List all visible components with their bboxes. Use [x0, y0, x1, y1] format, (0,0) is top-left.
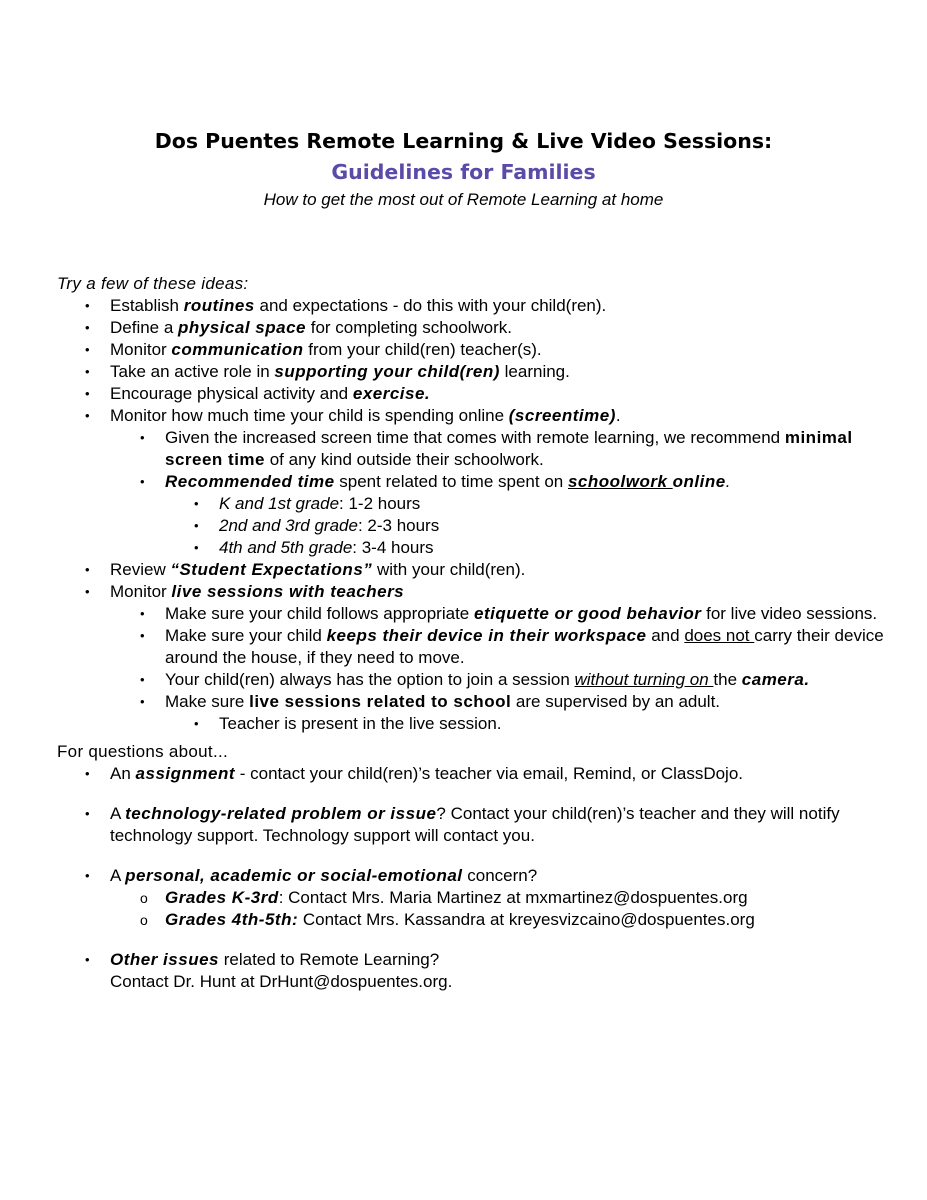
list-item-space: • Define a physical space for completing schoolwork. [85, 318, 512, 337]
list-item-routines: • Establish routines and expectations - do this with your child(ren). [85, 296, 607, 315]
page-title: Dos Puentes Remote Learning & Live Video Sessions: [154, 129, 773, 153]
page-subtitle: Guidelines for Families [331, 160, 596, 184]
bullet-icon: • [140, 606, 145, 621]
ideas-list [57, 295, 897, 735]
list-item-grade-k1: • K and 1st grade: 1-2 hours [194, 494, 421, 513]
list-item-communication: • Monitor communication from your child(ren) teacher(s). [85, 340, 542, 359]
bullet-icon: • [85, 298, 90, 313]
list-item-expectations: • Review “Student Expectations” with your child(ren). [85, 560, 526, 579]
questions-list [57, 763, 897, 993]
list-item-supporting: • Take an active role in supporting your child(ren) learning. [85, 362, 570, 381]
list-item-grade-23: • 2nd and 3rd grade: 2-3 hours [194, 516, 440, 535]
list-item-etiquette: • Make sure your child follows appropriate etiquette or good behavior for live video sessions. [140, 604, 878, 623]
bullet-icon: • [140, 474, 145, 489]
list-item-device: • Make sure your child keeps their device in their workspace and does not carry their device around the house, if they need to move. [140, 626, 884, 667]
bullet-icon: • [85, 868, 90, 883]
list-item-exercise: • Encourage physical activity and exercise. [85, 384, 431, 403]
list-item-personal: • A personal, academic or social-emotional concern? [85, 866, 538, 885]
questions-heading: For questions about... [57, 742, 229, 761]
content [57, 273, 897, 993]
page-tagline: How to get the most out of Remote Learning at home [263, 190, 664, 209]
list-item-screentime: • Monitor how much time your child is spending online (screentime). [85, 406, 621, 425]
list-item-contact-45: o Grades 4th-5th: Contact Mrs. Kassandra at kreyesvizcaino@dospuentes.org [140, 910, 755, 929]
bullet-icon: • [85, 766, 90, 781]
list-item-contact-k3: o Grades K-3rd: Contact Mrs. Maria Martinez at mxmartinez@dospuentes.org [140, 888, 748, 907]
bullet-icon: • [194, 540, 199, 555]
list-item-supervised: • Make sure live sessions related to school are supervised by an adult. [140, 692, 721, 711]
list-item-teacher-present: • Teacher is present in the live session. [194, 714, 502, 733]
circle-bullet-icon: o [140, 912, 148, 928]
list-item-live-sessions: • Monitor live sessions with teachers [85, 582, 405, 601]
bullet-icon: • [140, 694, 145, 709]
list-item-grade-45: • 4th and 5th grade: 3-4 hours [194, 538, 434, 557]
bullet-icon: • [194, 518, 199, 533]
bullet-icon: • [140, 628, 145, 643]
bullet-icon: • [85, 364, 90, 379]
bullet-icon: • [85, 386, 90, 401]
bullet-icon: • [194, 496, 199, 511]
bullet-icon: • [85, 320, 90, 335]
header [0, 126, 927, 212]
list-item-other: • Other issues related to Remote Learning? Contact Dr. Hunt at DrHunt@dospuentes.org. [85, 950, 453, 991]
list-item-recommended: • Recommended time spent related to time spent on schoolwork online. [140, 472, 731, 491]
bullet-icon: • [194, 716, 199, 731]
list-item-screen-note: • Given the increased screen time that comes with remote learning, we recommend minimal screen time of any kind outside their schoolwork. [140, 428, 853, 469]
bullet-icon: • [85, 408, 90, 423]
ideas-heading: Try a few of these ideas: [57, 274, 249, 293]
bullet-icon: • [140, 672, 145, 687]
bullet-icon: • [85, 562, 90, 577]
bullet-icon: • [85, 952, 90, 967]
bullet-icon: • [85, 806, 90, 821]
list-item-technology: • A technology-related problem or issue? Contact your child(ren)’s teacher and they will notify technology support. Technology support will contact you. [85, 804, 840, 845]
bullet-icon: • [85, 584, 90, 599]
bullet-icon: • [140, 430, 145, 445]
list-item-assignment: • An assignment - contact your child(ren)’s teacher via email, Remind, or ClassDojo. [85, 764, 744, 783]
circle-bullet-icon: o [140, 890, 148, 906]
bullet-icon: • [85, 342, 90, 357]
list-item-camera: • Your child(ren) always has the option to join a session without turning on the camera. [140, 670, 810, 689]
